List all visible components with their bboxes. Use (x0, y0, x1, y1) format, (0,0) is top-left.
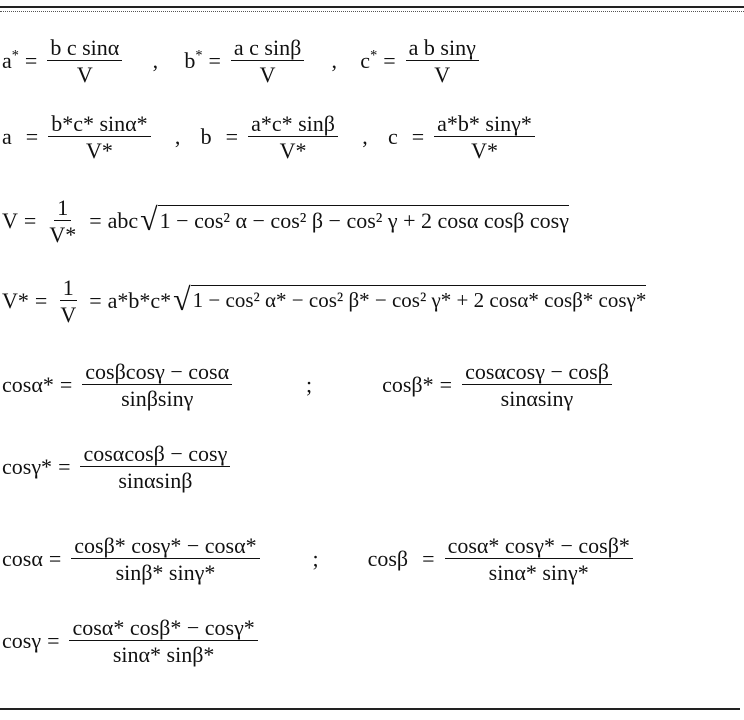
fraction: $\frac{\text{a b sinγ}}{V}$ (406, 36, 479, 86)
lhs-c-star: c* (360, 47, 378, 74)
lhs-cos-beta: cosβ (367, 546, 409, 572)
fraction: $\frac{\cos\alpha* \cos\beta* - \cos\gamma*}{\sin\alpha* \sin\beta*}$ (69, 616, 257, 666)
lhs-a: a (2, 124, 12, 150)
fraction: $\frac{\cos\beta\cos\gamma - \cos\alpha}{\sin\beta\sin\gamma}$ (82, 360, 232, 410)
equation-row-6: cosγ* = $\frac{\cos\alpha\cos\beta - \cos\gamma}{\sin\alpha\sin\beta}$ (2, 442, 234, 492)
lhs-cos-beta-star: cosβ* (382, 372, 434, 398)
fraction: $\frac{b*c* \sin\alpha*}{V*}$ (48, 112, 150, 162)
equation-row-8: cosγ = $\frac{\cos\alpha* \cos\beta* - \cos\gamma*}{\sin\alpha* \sin\beta*}$ (2, 616, 262, 666)
lhs-cos-gamma: cosγ (2, 628, 42, 654)
fraction: $\frac{\cos\alpha\cos\beta - \cos\gamma}{\sin\alpha\sin\beta}$ (80, 442, 230, 492)
top-rule-dotted (0, 11, 744, 12)
fraction: $\frac{a*b* \sin\gamma*}{V*}$ (434, 112, 535, 162)
top-rule (0, 6, 744, 8)
lhs-b: b (200, 124, 212, 150)
equation-row-2: a = $\frac{b*c* \sin\alpha*}{V*}$ , b = $\frac{a*c* \sin\beta}{V*}$ , c = $\frac{a*b* \sin\gamma*}{V*}$ (2, 112, 539, 162)
fraction: $\frac{\text{b c sinα}}{V}$ (47, 36, 122, 86)
bottom-rule (0, 708, 740, 710)
lhs-volume-star: V* (2, 288, 29, 314)
lhs-cos-gamma-star: cosγ* (2, 454, 53, 480)
lhs-volume: V (2, 208, 18, 234)
fraction: $\frac{\cos\alpha\cos\gamma - \cos\beta}{\sin\alpha\sin\gamma}$ (462, 360, 612, 410)
lhs-b-star: b* (184, 47, 203, 74)
equation-row-5: cosα* = $\frac{\cos\beta\cos\gamma - \cos\alpha}{\sin\beta\sin\gamma}$ ; cosβ* = $\frac{\cos\alpha\cos\gamma - \cos\beta}{\sin\alpha\sin\gamma}$ (2, 360, 616, 410)
fraction: $\frac{\cos\beta* \cos\gamma* - \cos\alpha*}{\sin\beta* \sin\gamma*}$ (71, 534, 259, 584)
lhs-a-star: a* (2, 47, 19, 74)
fraction: $\frac{1}{V*}$ (49, 195, 77, 248)
fraction: $\frac{a*c* \sin\beta}{V*}$ (248, 112, 338, 162)
square-root: √ 1 − cos² α* − cos² β* − cos² γ* + 2 cosα* cosβ* cosγ* (173, 282, 647, 318)
equation-row-1: a* = $\frac{\text{b c sinα}}{V}$ , b* = $\frac{\text{a c sinβ}}{V}$ , c* = $\frac{\text{a b sinγ}}{V}$ (2, 36, 483, 86)
square-root: √ 1 − cos² α − cos² β − cos² γ + 2 cosα cosβ cosγ (140, 202, 569, 238)
fraction: $\frac{\text{a c sinβ}}{V}$ (231, 36, 304, 86)
fraction: $\frac{1}{V}$ (60, 275, 77, 328)
equation-row-7: cosα = $\frac{\cos\beta* \cos\gamma* - \cos\alpha*}{\sin\beta* \sin\gamma*}$ ; cosβ = $\frac{\cos\alpha* \cos\gamma* - \cos\beta*}{\sin\alpha* \sin\gamma*}$ (2, 534, 637, 584)
lhs-c: c (387, 124, 398, 150)
fraction: $\frac{\cos\alpha* \cos\gamma* - \cos\beta*}{\sin\alpha* \sin\gamma*}$ (445, 534, 633, 584)
equation-row-4: V* = $\frac{1}{V}$ = a*b*c* √ 1 − cos² α* − cos² β* − cos² γ* + 2 cosα* cosβ* cosγ* (2, 275, 647, 328)
equation-row-3: V = $\frac{1}{V*}$ = abc √ 1 − cos² α − cos² β − cos² γ + 2 cosα cosβ cosγ (2, 195, 569, 248)
lhs-cos-alpha-star: cosα* (2, 372, 54, 398)
lhs-cos-alpha: cosα (2, 546, 43, 572)
